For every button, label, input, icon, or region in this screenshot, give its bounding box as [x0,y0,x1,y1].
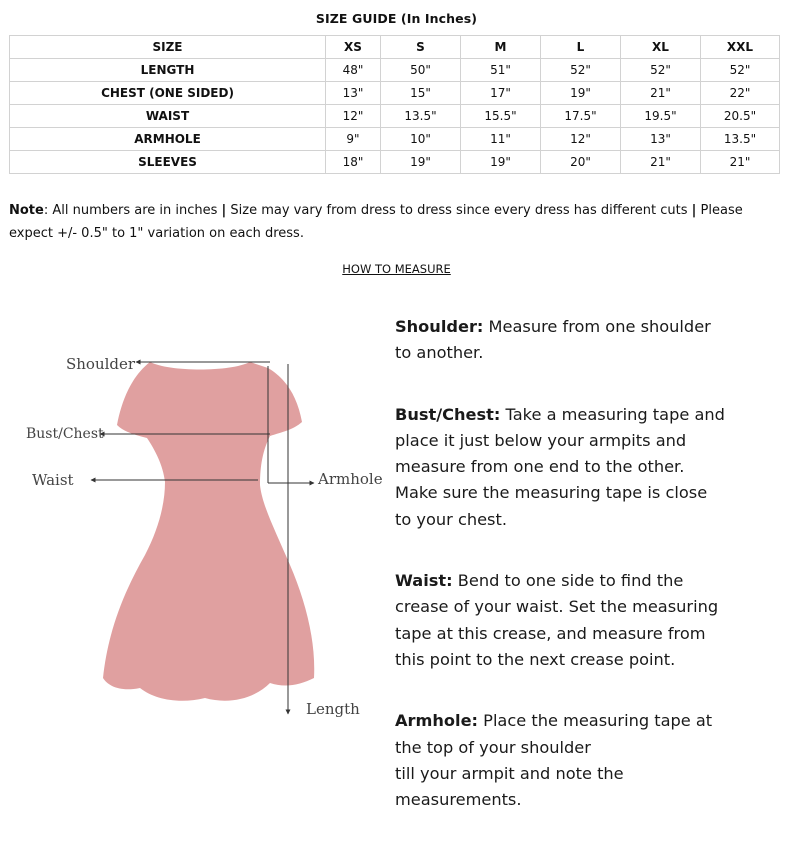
table-cell: 21" [621,82,701,105]
instruction-line: Place the measuring tape at [478,711,713,731]
column-header: XL [621,36,701,59]
table-cell: 11" [461,128,541,151]
instruction-line: crease of your waist. Set the measuring [395,597,719,617]
table-cell: 48" [326,59,381,82]
row-label: CHEST (ONE SIDED) [10,82,326,105]
table-row [10,128,780,151]
table-cell: 15.5" [461,105,541,128]
armhole-heading: Armhole: [395,711,479,731]
table-cell: 50" [381,59,461,82]
size-note [9,199,779,245]
table-row [10,105,780,128]
instruction-line: measurements. [395,790,522,810]
column-header: L [541,36,621,59]
note-label: Note [9,203,44,218]
instruction-line: place it just below your armpits and [395,430,687,450]
length-label: Length [306,700,360,718]
table-cell: 52" [621,59,701,82]
table-cell: 13.5" [701,128,780,151]
table-cell: 15" [381,82,461,105]
shoulder-heading: Shoulder: [395,317,484,336]
size-guide-table [9,35,780,174]
dress-illustration [103,362,314,701]
note-separator: | [221,203,227,218]
table-cell: 21" [621,151,701,174]
table-cell: 19" [541,82,621,105]
table-cell: 13.5" [381,105,461,128]
armhole-instruction [395,708,775,813]
instruction-line: to another. [395,343,484,363]
instruction-line: this point to the next crease point. [395,649,676,669]
table-cell: 19" [381,151,461,174]
instruction-line: Make sure the measuring tape is close [395,483,708,503]
instruction-line: Measure from one shoulder [483,317,711,336]
row-label: LENGTH [10,59,326,82]
table-row [10,151,780,174]
instruction-line: the top of your shoulder [395,737,591,757]
table-cell: 52" [541,59,621,82]
column-header: SIZE [10,36,326,59]
column-header: XS [326,36,381,59]
table-cell: 17.5" [541,105,621,128]
column-header: XXL [701,36,780,59]
table-cell: 52" [701,59,780,82]
waist-instruction [395,568,775,673]
instruction-line: tape at this crease, and measure from [395,623,706,643]
bust-label: Bust/Chest [26,426,104,442]
page-title: SIZE GUIDE (In Inches) [315,11,478,26]
note-separator: | [691,203,697,218]
table-cell: 17" [461,82,541,105]
instruction-line: to your chest. [395,509,507,529]
table-cell: 10" [381,128,461,151]
dress-measurement-diagram [0,300,393,740]
table-cell: 13" [326,82,381,105]
note-text-3: Please expect +/- 0.5" to 1" variation on each dress. [9,203,743,241]
row-label: WAIST [10,105,326,128]
table-cell: 20" [541,151,621,174]
table-row [10,59,780,82]
column-header: M [461,36,541,59]
table-cell: 21" [701,151,780,174]
bust-heading: Bust/Chest: [395,404,501,424]
table-row [10,82,780,105]
table-cell: 22" [701,82,780,105]
shoulder-label: Shoulder [66,355,136,373]
waist-heading: Waist: [395,571,453,591]
table-cell: 51" [461,59,541,82]
bust-instruction [395,402,775,533]
row-label: ARMHOLE [10,128,326,151]
measurement-instructions [395,314,775,848]
instruction-line: till your armpit and note the [395,763,624,783]
instruction-line: Take a measuring tape and [500,404,725,424]
table-cell: 19" [461,151,541,174]
row-label: SLEEVES [10,151,326,174]
column-header: S [381,36,461,59]
table-cell: 9" [326,128,381,151]
table-cell: 12" [326,105,381,128]
table-header-row [10,36,780,59]
armhole-label: Armhole [318,470,383,488]
table-cell: 13" [621,128,701,151]
waist-label: Waist [32,471,74,489]
table-cell: 20.5" [701,105,780,128]
instruction-line: Bend to one side to find the [452,571,684,591]
how-to-measure-heading: HOW TO MEASURE [342,262,451,276]
note-text-2: Size may vary from dress to dress since every dress has different cuts [226,203,692,218]
instruction-line: measure from one end to the other. [395,457,685,477]
note-text-1: : All numbers are in inches [43,203,222,218]
table-cell: 18" [326,151,381,174]
shoulder-instruction [395,314,775,367]
table-cell: 12" [541,128,621,151]
table-cell: 19.5" [621,105,701,128]
